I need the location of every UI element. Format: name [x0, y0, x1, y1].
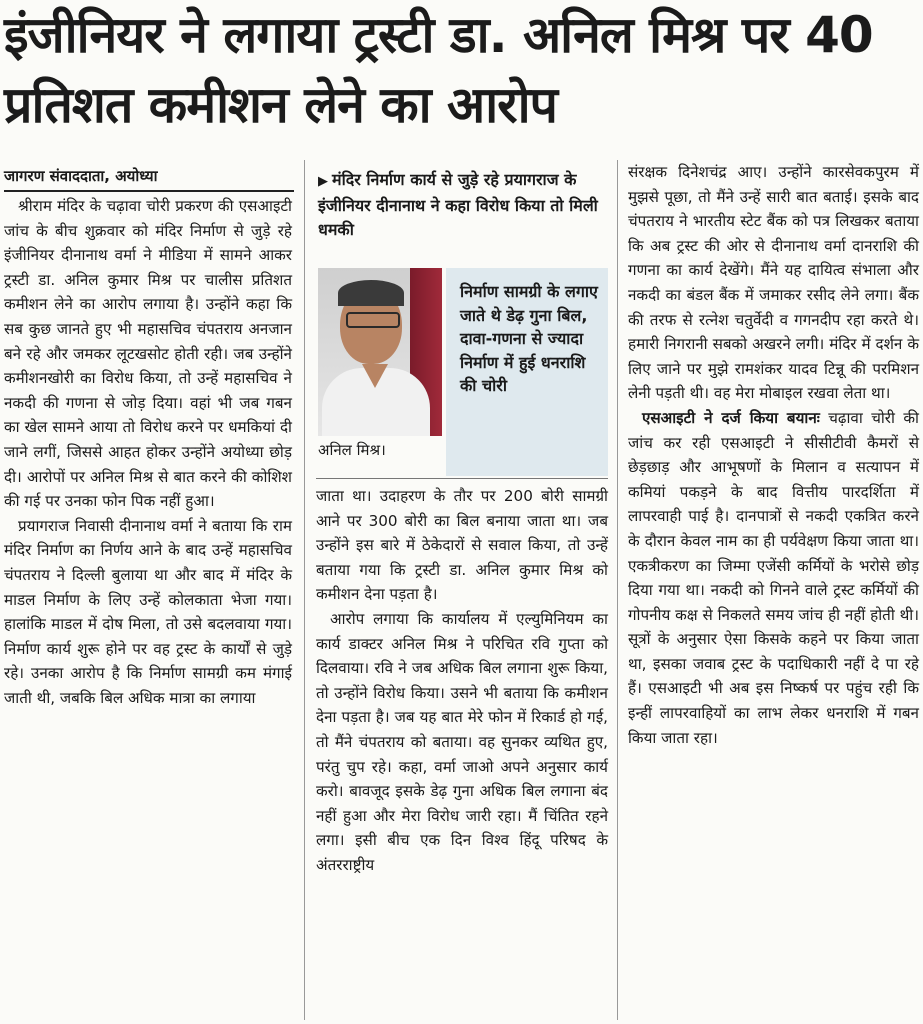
portrait-photo [318, 268, 442, 436]
headline: इंजीनियर ने लगाया ट्रस्टी डा. अनिल मिश्र पर 40 प्रतिशत कमीशन लेने का आरोप [4, 6, 873, 134]
kicker-subheadline: ▶ मंदिर निर्माण कार्य से जुड़े रहे प्रयागराज के इंजीनियर दीनानाथ ने कहा विरोध किया तो मिली धमकी [318, 170, 598, 239]
paragraph: संरक्षक दिनेशचंद्र आए। उन्होंने कारसेवकपुरम में मुझसे पूछा, तो मैंने उन्हें सारी बात बताई। इसके बाद चंपतराय ने भारतीय स्टेट बैंक को पत्र लिखकर बताया कि अब ट्रस्ट की ओर से दीनानाथ वर्मा दानराशि की गणना का कार्य देखेंगे। मैंने यह दायित्व संभाला और नकदी का बंडल बैंक में जमाकर रसीद लेने लगा। बैंक की तरफ से रत्नेश चतुर्वेदी व गगनदीप रहा करते थे। हमारी निगरानी सबको अखरने लगी। मंदिर में दर्शन के लिए जाने पर मुझे रामशंकर यादव टिन्नू की परमिशन लेनी पड़ती थी। वह मेरा मोबाइल रखवा लेता था। [628, 163, 919, 403]
divider [316, 478, 608, 479]
paragraph: जाता था। उदाहरण के तौर पर 200 बोरी सामग्री आने पर 300 बोरी का बिल बनाया जाता था। जब उन्होंने इस बारे में ठेकेदारों से सवाल किया, तो उन्हें बताया गया कि ट्रस्टी डा. अनिल कुमार मिश्र को कमीशन देना पड़ता है। [316, 487, 608, 604]
paragraph: एसआइटी ने दर्ज किया बयानः चढ़ावा चोरी की जांच कर रही एसआइटी ने सीसीटीवी कैमरों से छेड़छाड़ और आभूषणों के मिलान व सत्यापन में कमियां पकड़ने के बाद वित्तीय पारदर्शिता में लापरवाही पाई है। दानपात्रों से नकदी एकत्रित करने के दौरान केवल नाम का ही पर्यवेक्षण किया जाता था। एकत्रीकरण का जिम्मा एजेंसी कर्मियों के भरोसे छोड़ दिया गया था। नकदी को गिनने वाले ट्रस्ट कर्मियों की गोपनीय कक्ष से निकलते समय जांच ही नहीं होती थी। सूत्रों के अनुसार ऐसा किसके कहने पर किया जाता था, इसका जवाब ट्रस्ट के पदाधिकारी नहीं दे पा रहे हैं। एसआइटी भी अब इस निष्कर्ष पर पहुंच रही कि इन्हीं लापरवाहियों का लाभ लेकर धनराशि में गबन किया जाता रहा। [628, 408, 919, 747]
byline: जागरण संवाददाता, अयोध्या [4, 166, 294, 192]
paragraph: प्रयागराज निवासी दीनानाथ वर्मा ने बताया कि राम मंदिर निर्माण का निर्णय आने के बाद उन्हें महासचिव चंपतराय ने दिल्ली बुलाया था और बाद में मंदिर के माडल निर्माण के लिए उन्हें कोलकाता भेजा गया। हालांकि माडल में दोष मिला, तो उसे बदलवाया गया। निर्माण कार्य शुरू होने पर वह ट्रस्ट के कार्यों से जुड़े रहे। उनका आरोप है कि निर्माण सामग्री कम मंगाई जाती थी, जबकि बिल अधिक मात्रा का लगाया [4, 516, 292, 707]
column-divider [304, 160, 305, 1020]
article-column-1 [4, 194, 292, 710]
photo-caption: अनिल मिश्र। [318, 441, 386, 459]
triangle-bullet-icon: ▶ [318, 174, 328, 189]
pull-quote: निर्माण सामग्री के लगाए जाते थे डेढ़ गुना बिल, दावा-गणना से ज्यादा निर्माण में हुई धनराशि की चोरी [446, 268, 608, 476]
article-column-2 [316, 484, 608, 878]
paragraph: आरोप लगाया कि कार्यालय में एल्युमिनियम का कार्य डाक्टर अनिल मिश्र ने परिचित रवि गुप्ता को दिलवाया। रवि ने जब अधिक बिल लगाना शुरू किया, तो उन्होंने विरोध किया। उसने भी बताया कि कमीशन देना पड़ता है। जब यह बात मेरे फोन में रिकार्ड हो गई, तो मैंने चंपतराय को बताया। वह सुनकर व्यथित हुए, परंतु चुप रहे। कहा, वर्मा जाओ अपने अनुसार कार्य करो। बावजूद इसके डेढ़ गुना अधिक बिल लगाना बंद नहीं हुआ और मेरा विरोध जारी रहा। मैं चिंतित रहने लगा। इसी बीच एक दिन विश्व हिंदू परिषद के अंतरराष्ट्रीय [316, 609, 608, 874]
subheading: एसआइटी ने दर्ज किया बयानः [642, 408, 820, 427]
column-divider [617, 160, 618, 1020]
article-column-3 [628, 160, 919, 750]
paragraph: श्रीराम मंदिर के चढ़ावा चोरी प्रकरण की एसआइटी जांच के बीच शुक्रवार को मंदिर निर्माण से जुड़े रहे इंजीनियर दीनानाथ वर्मा ने मीडिया में सामने आकर ट्रस्टी डा. अनिल कुमार मिश्र पर चालीस प्रतिशत कमीशन लेने का आरोप लगाया है। उन्होंने कहा कि सब कुछ जानते हुए भी महासचिव चंपतराय अनजान बने रहे और जमकर लूटखसोट होती रही। जब उन्होंने कमीशनखोरी का विरोध किया, तो उन्हें महासचिव ने नकदी की गणना से जोड़ दिया। वहां भी जब गबन का खेल सामने आया तो विरोध करने पर धमकियां दी जाने लगीं, जिससे आहत होकर उन्होंने अयोध्या छोड़ दी। आरोपों पर अनिल मिश्र से बात करने की कोशिश की गई पर उनका फोन पिक नहीं हुआ। [4, 197, 292, 511]
